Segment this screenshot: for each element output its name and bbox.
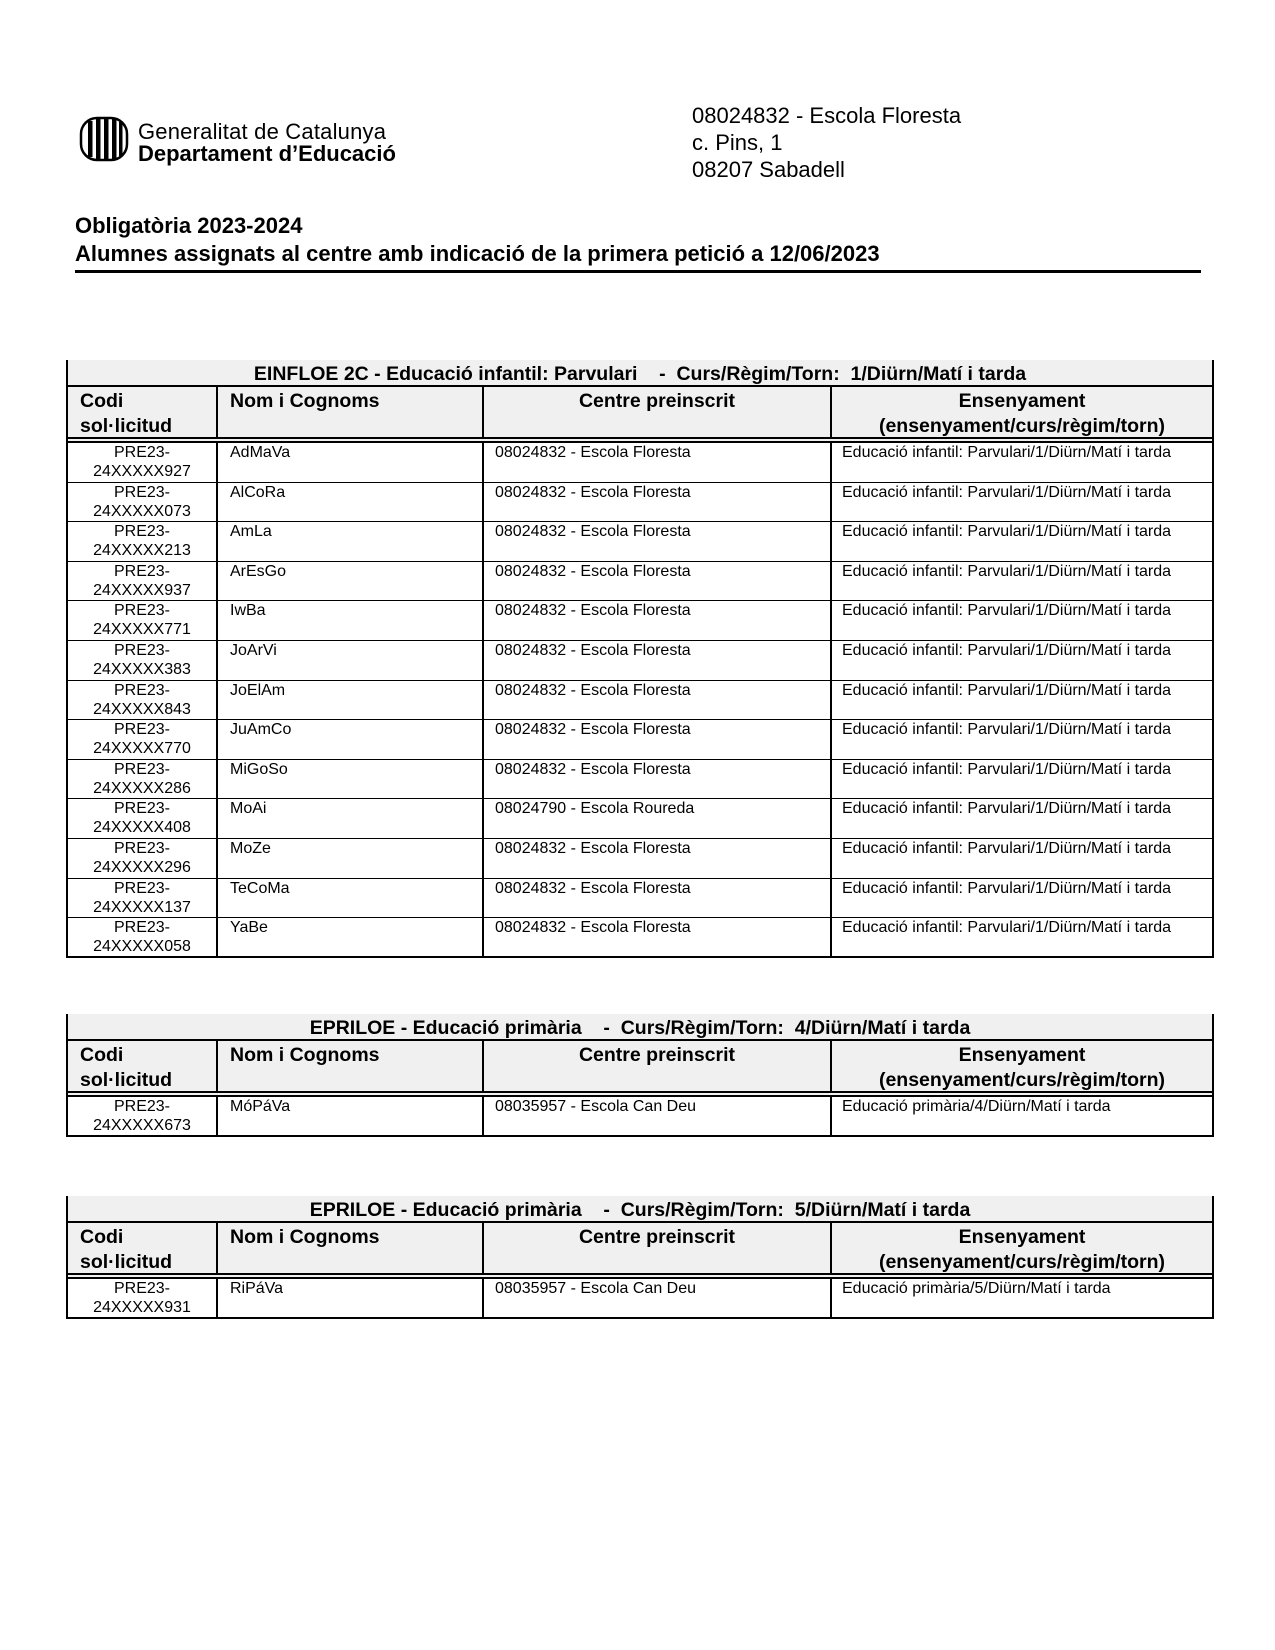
- section-title: EPRILOE - Educació primària - Curs/Règim/Torn: 4/Diürn/Matí i tarda: [68, 1014, 1212, 1041]
- header-ensenyament-line: (ensenyament/curs/règim/torn): [878, 1069, 1166, 1091]
- codi-line: 24XXXXX286: [93, 779, 191, 797]
- cell-codi: [68, 799, 216, 838]
- codi-line: 24XXXXX937: [93, 581, 191, 599]
- cell-nom: MiGoSo: [216, 760, 482, 799]
- header-centre-preinscrit: Centre preinscrit: [482, 387, 830, 437]
- cell-ensenyament: Educació primària/5/Diürn/Matí i tarda: [830, 1279, 1212, 1317]
- cell-centre: 08024832 - Escola Floresta: [482, 918, 830, 956]
- cell-codi: [68, 443, 216, 482]
- address-street: c. Pins, 1: [692, 130, 783, 155]
- cell-nom: JoArVi: [216, 641, 482, 680]
- header-centre-preinscrit: Centre preinscrit: [482, 1041, 830, 1091]
- cell-ensenyament: Educació infantil: Parvulari/1/Diürn/Matí i tarda: [830, 562, 1212, 601]
- header-codi-line: sol·licitud: [80, 1069, 173, 1091]
- cell-codi: [68, 562, 216, 601]
- header-nom-cognoms: Nom i Cognoms: [216, 1223, 482, 1273]
- codi-line: 24XXXXX771: [93, 621, 191, 639]
- section-table-einfloe: [66, 360, 1214, 958]
- codi-line: 24XXXXX770: [93, 740, 191, 758]
- header-codi-line: sol·licitud: [80, 1251, 173, 1273]
- cell-ensenyament: Educació infantil: Parvulari/1/Diürn/Matí i tarda: [830, 443, 1212, 482]
- cell-ensenyament: Educació infantil: Parvulari/1/Diürn/Matí i tarda: [830, 681, 1212, 720]
- cell-codi: [68, 1279, 216, 1317]
- table-row: [68, 879, 1212, 919]
- header-codi-line: Codi: [80, 390, 124, 412]
- cell-nom: MóPáVa: [216, 1097, 482, 1135]
- codi-line: 24XXXXX843: [93, 700, 191, 718]
- cell-centre: 08024832 - Escola Floresta: [482, 522, 830, 561]
- header-ensenyament-line: Ensenyament: [958, 1226, 1086, 1248]
- cell-nom: ArEsGo: [216, 562, 482, 601]
- table-row: [68, 562, 1212, 602]
- codi-line: PRE23-: [113, 1280, 171, 1297]
- codi-line: 24XXXXX408: [93, 819, 191, 837]
- title-underline: [75, 270, 1201, 273]
- cell-codi: [68, 918, 216, 956]
- cell-centre: 08035957 - Escola Can Deu: [482, 1097, 830, 1135]
- cell-codi: [68, 839, 216, 878]
- codi-line: 24XXXXX137: [93, 898, 191, 916]
- cell-codi: [68, 522, 216, 561]
- cell-codi: [68, 879, 216, 918]
- cell-ensenyament: Educació primària/4/Diürn/Matí i tarda: [830, 1097, 1212, 1135]
- section-title: EPRILOE - Educació primària - Curs/Règim/Torn: 5/Diürn/Matí i tarda: [68, 1196, 1212, 1223]
- logo-line-departament: Departament d’Educació: [138, 141, 396, 166]
- codi-line: 24XXXXX213: [93, 542, 191, 560]
- table-row: [68, 1279, 1212, 1319]
- codi-line: PRE23-: [113, 562, 171, 580]
- header-codi-solicitud: [68, 1041, 216, 1091]
- codi-line: 24XXXXX673: [93, 1117, 191, 1134]
- cell-nom: TeCoMa: [216, 879, 482, 918]
- cell-centre: 08024832 - Escola Floresta: [482, 760, 830, 799]
- codi-line: PRE23-: [113, 641, 171, 659]
- table-row: [68, 799, 1212, 839]
- header-codi-line: Codi: [80, 1044, 124, 1066]
- cell-ensenyament: Educació infantil: Parvulari/1/Diürn/Matí i tarda: [830, 918, 1212, 956]
- cell-centre: 08024832 - Escola Floresta: [482, 601, 830, 640]
- generalitat-emblem-icon: [78, 115, 130, 163]
- table-row: [68, 601, 1212, 641]
- table-row: [68, 839, 1212, 879]
- header-ensenyament-line: Ensenyament: [958, 1044, 1086, 1066]
- table-header: [68, 1223, 1212, 1279]
- table-row: [68, 443, 1212, 483]
- header-codi-solicitud: [68, 1223, 216, 1273]
- table-header: [68, 387, 1212, 443]
- header-ensenyament: [830, 1223, 1212, 1273]
- codi-line: PRE23-: [113, 800, 171, 818]
- codi-line: PRE23-: [113, 602, 171, 620]
- cell-centre: 08024832 - Escola Floresta: [482, 483, 830, 522]
- table-row: [68, 918, 1212, 958]
- document-title: [75, 212, 880, 268]
- codi-line: PRE23-: [113, 1098, 171, 1115]
- cell-codi: [68, 720, 216, 759]
- header-codi-line: Codi: [80, 1226, 124, 1248]
- cell-nom: AlCoRa: [216, 483, 482, 522]
- cell-nom: IwBa: [216, 601, 482, 640]
- cell-nom: MoAi: [216, 799, 482, 838]
- table-row: [68, 760, 1212, 800]
- codi-line: PRE23-: [113, 444, 171, 461]
- cell-codi: [68, 601, 216, 640]
- cell-codi: [68, 760, 216, 799]
- cell-centre: 08035957 - Escola Can Deu: [482, 1279, 830, 1317]
- cell-ensenyament: Educació infantil: Parvulari/1/Diürn/Matí i tarda: [830, 720, 1212, 759]
- cell-ensenyament: Educació infantil: Parvulari/1/Diürn/Matí i tarda: [830, 483, 1212, 522]
- codi-line: PRE23-: [113, 919, 171, 937]
- school-address: [692, 102, 961, 183]
- header-centre-preinscrit: Centre preinscrit: [482, 1223, 830, 1273]
- codi-line: 24XXXXX383: [93, 660, 191, 678]
- table-row: [68, 1097, 1212, 1137]
- codi-line: 24XXXXX931: [93, 1299, 191, 1316]
- header-nom-cognoms: Nom i Cognoms: [216, 1041, 482, 1091]
- cell-codi: [68, 483, 216, 522]
- header-ensenyament: [830, 1041, 1212, 1091]
- title-line-1: Obligatòria 2023-2024: [75, 213, 303, 238]
- cell-ensenyament: Educació infantil: Parvulari/1/Diürn/Matí i tarda: [830, 522, 1212, 561]
- cell-centre: 08024832 - Escola Floresta: [482, 720, 830, 759]
- codi-line: 24XXXXX927: [93, 463, 191, 480]
- codi-line: PRE23-: [113, 681, 171, 699]
- codi-line: PRE23-: [113, 721, 171, 739]
- cell-nom: YaBe: [216, 918, 482, 956]
- cell-ensenyament: Educació infantil: Parvulari/1/Diürn/Matí i tarda: [830, 799, 1212, 838]
- cell-ensenyament: Educació infantil: Parvulari/1/Diürn/Matí i tarda: [830, 839, 1212, 878]
- address-city: 08207 Sabadell: [692, 157, 845, 182]
- codi-line: PRE23-: [113, 760, 171, 778]
- cell-ensenyament: Educació infantil: Parvulari/1/Diürn/Matí i tarda: [830, 879, 1212, 918]
- table-row: [68, 522, 1212, 562]
- cell-centre: 08024832 - Escola Floresta: [482, 443, 830, 482]
- section-table-epriloe-4: [66, 1014, 1214, 1137]
- table-row: [68, 720, 1212, 760]
- codi-line: PRE23-: [113, 483, 171, 501]
- header-codi-line: sol·licitud: [80, 415, 173, 437]
- codi-line: PRE23-: [113, 523, 171, 541]
- codi-line: 24XXXXX058: [93, 938, 191, 956]
- table-header: [68, 1041, 1212, 1097]
- header-ensenyament-line: (ensenyament/curs/règim/torn): [878, 415, 1166, 437]
- address-school: 08024832 - Escola Floresta: [692, 103, 962, 128]
- table-row: [68, 641, 1212, 681]
- title-line-2: Alumnes assignats al centre amb indicació de la primera petició a 12/06/2023: [75, 241, 880, 266]
- cell-centre: 08024832 - Escola Floresta: [482, 562, 830, 601]
- cell-centre: 08024832 - Escola Floresta: [482, 641, 830, 680]
- header-ensenyament: [830, 387, 1212, 437]
- cell-centre: 08024832 - Escola Floresta: [482, 681, 830, 720]
- table-row: [68, 483, 1212, 523]
- codi-line: PRE23-: [113, 839, 171, 857]
- generalitat-logo: [78, 113, 458, 165]
- section-title: EINFLOE 2C - Educació infantil: Parvulari - Curs/Règim/Torn: 1/Diürn/Matí i tarda: [68, 360, 1212, 387]
- section-table-epriloe-5: [66, 1196, 1214, 1319]
- header-nom-cognoms: Nom i Cognoms: [216, 387, 482, 437]
- cell-codi: [68, 641, 216, 680]
- cell-ensenyament: Educació infantil: Parvulari/1/Diürn/Matí i tarda: [830, 641, 1212, 680]
- cell-nom: JuAmCo: [216, 720, 482, 759]
- cell-ensenyament: Educació infantil: Parvulari/1/Diürn/Matí i tarda: [830, 601, 1212, 640]
- codi-line: 24XXXXX296: [93, 858, 191, 876]
- header-codi-solicitud: [68, 387, 216, 437]
- cell-codi: [68, 681, 216, 720]
- cell-nom: RiPáVa: [216, 1279, 482, 1317]
- cell-centre: 08024790 - Escola Roureda: [482, 799, 830, 838]
- cell-nom: AdMaVa: [216, 443, 482, 482]
- logo-line-generalitat: Generalitat de Catalunya: [138, 119, 387, 144]
- cell-codi: [68, 1097, 216, 1135]
- cell-nom: AmLa: [216, 522, 482, 561]
- codi-line: PRE23-: [113, 879, 171, 897]
- cell-ensenyament: Educació infantil: Parvulari/1/Diürn/Matí i tarda: [830, 760, 1212, 799]
- table-row: [68, 681, 1212, 721]
- cell-centre: 08024832 - Escola Floresta: [482, 879, 830, 918]
- codi-line: 24XXXXX073: [93, 502, 191, 520]
- cell-centre: 08024832 - Escola Floresta: [482, 839, 830, 878]
- header-ensenyament-line: Ensenyament: [958, 390, 1086, 412]
- header-ensenyament-line: (ensenyament/curs/règim/torn): [878, 1251, 1166, 1273]
- cell-nom: JoElAm: [216, 681, 482, 720]
- cell-nom: MoZe: [216, 839, 482, 878]
